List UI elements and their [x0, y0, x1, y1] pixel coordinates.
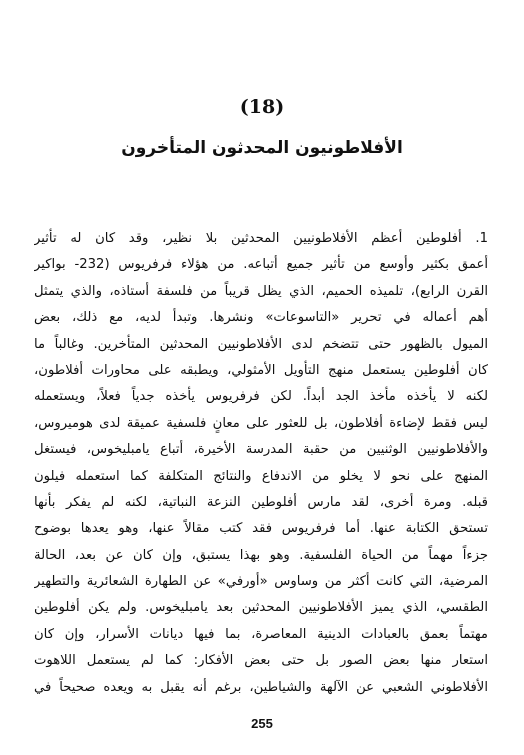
chapter-number: (18): [239, 96, 285, 118]
text-line: مهتماً بعمق بالعبادات الدينية المعاصرة، بما فيها ديانات الأسرار، وإن كان: [34, 626, 488, 642]
text-line: القرن الرابع)، تلميذه الحميم، الذي يظل قريباً من فلسفة أستاذه، والذي يتمثل: [34, 283, 488, 299]
text-line: الأفلاطوني الشعبي عن الآلهة والشياطين، برغم أنه يقبل به ويعده صحيحاً في: [34, 679, 488, 695]
text-line: 1. أفلوطين أعظم الأفلاطونيين المحدثين بلا نظير، وقد كان له تأثير: [34, 231, 488, 246]
text-line: كان أفلوطين يستعمل منهج التأويل الأمثولي، ويطبقه على محاورات أفلاطون،: [34, 362, 488, 378]
text-line: جزءاً مهماً من الحياة الفلسفية. وهو بهذا يستبق، وإن كان عن بعد، الحالة: [34, 547, 488, 563]
text-line: الميول بالظهور حتى تتضخم لدى الأفلاطونيين المحدثين المتأخرين. وغالباً ما: [34, 336, 488, 352]
text-line: تستحق الكتابة عنها. أما فرفريوس فقد كتب مقالاً عنها، وهو يعدها بوضوح: [34, 521, 488, 537]
text-line: والأفلاطونيين الوثنيين من حقبة المدرسة الأخيرة، أتباع يامبليخوس، فيستغل: [34, 442, 488, 458]
text-line: ليس فقط لإضاءة أفلاطون، بل للعثور على معانٍ فلسفية عميقة لدى هوميروس،: [34, 415, 488, 431]
text-line: استعار منها بعض الصور بل حتى بعض الأفكار: كما لم يستعمل اللاهوت: [34, 653, 488, 669]
page-number: 255: [251, 716, 273, 731]
text-line: المرضية، التي كانت أكثر من وساوس «أورفي» عن الطهارة الشعائرية والتطهير: [34, 574, 488, 590]
text-line: قبله. ومرة أخرى، لقد مارس أفلوطين النزعة النباتية، لكنه لم يفكر بأنها: [34, 494, 488, 510]
text-line: المنهج على نحو لا يخلو من الاندفاع والنتائج المتكلفة كما استعمله فيلون: [34, 468, 488, 484]
body-text: [34, 226, 488, 701]
text-line: لكنه لا يأخذه مأخذ الجد أبداً. لكن فرفريوس يأخذه جدياً فعلاً، ويستعمله: [34, 389, 488, 405]
text-line: أهم أعماله في تحرير «التاسوعات» ونشرها. وتبدأ لديه، مع ذلك، بعض: [34, 310, 488, 326]
text-line: أعمق بكثير وأوسع من تأثير جميع أتباعه. من هؤلاء فرفريوس (232- بواكير: [34, 257, 488, 273]
text-line: الطقسي، الذي يميز الأفلاطونيين المحدثين بعد يامبليخوس. ولم يكن أفلوطين: [34, 600, 488, 616]
chapter-title: الأفلاطونيون المحدثون المتأخرون: [121, 138, 403, 158]
